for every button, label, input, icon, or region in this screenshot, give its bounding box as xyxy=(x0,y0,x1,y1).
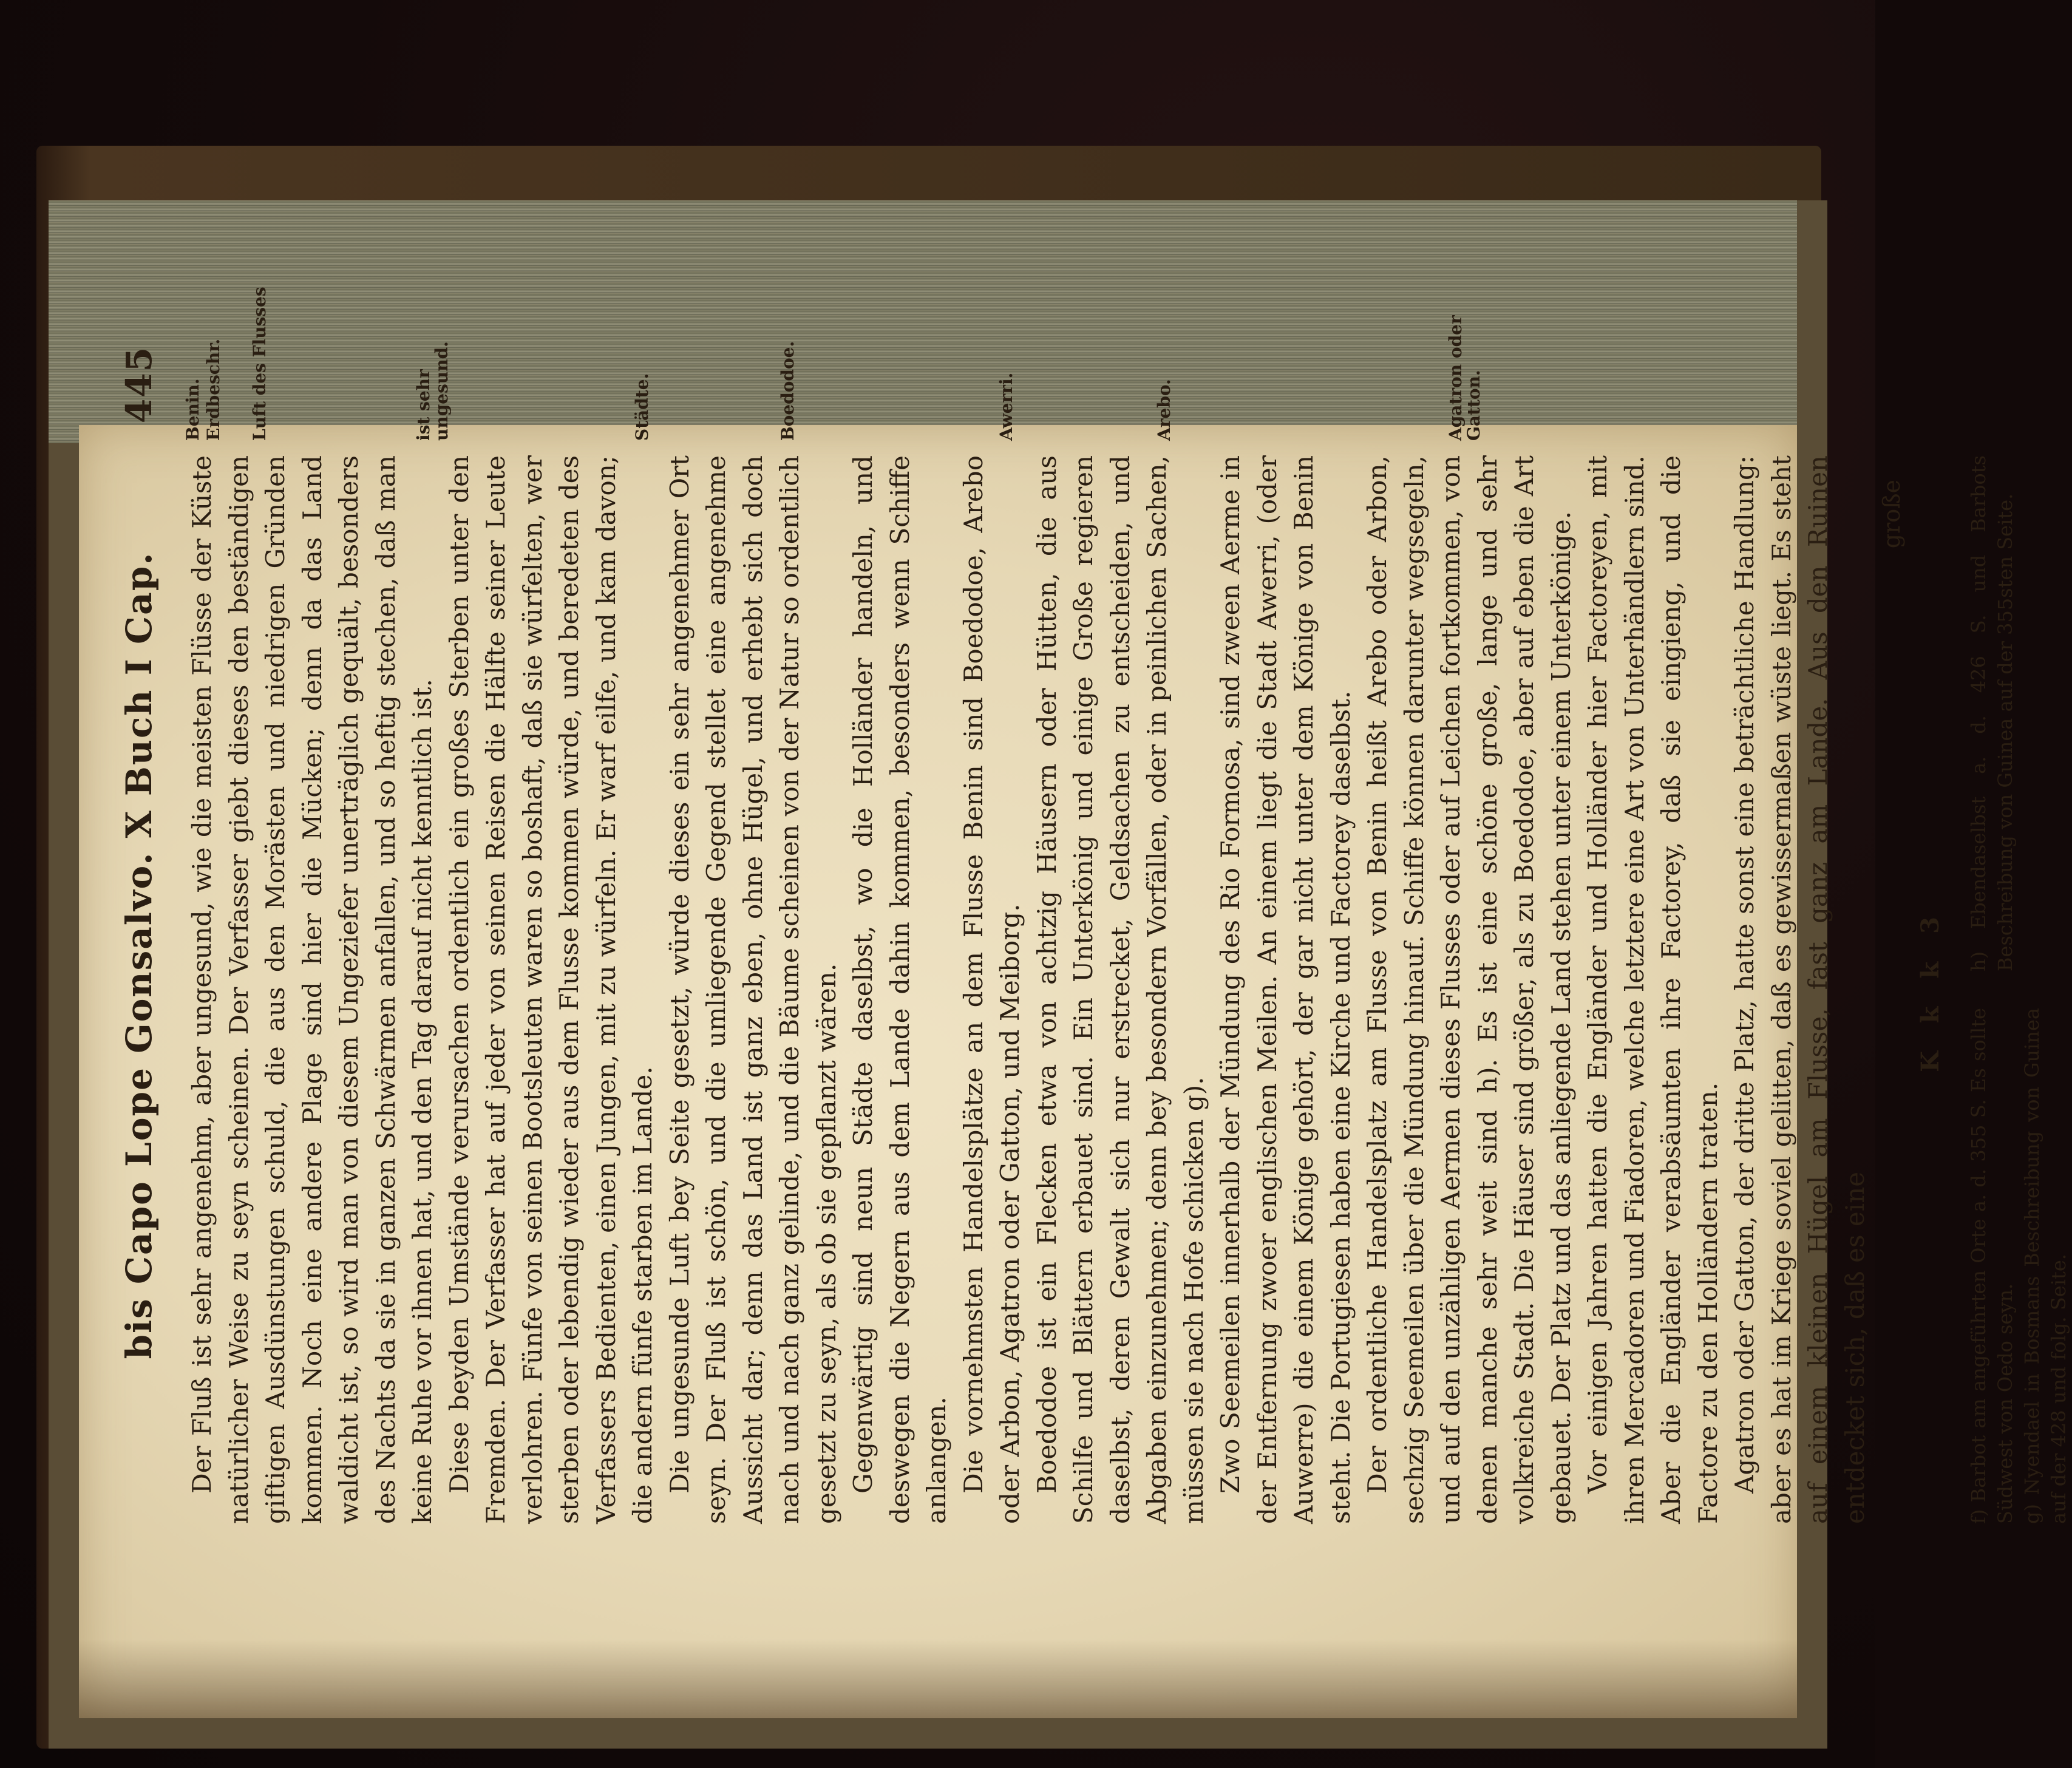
paragraph: Boedodoe ist ein Flecken etwa von achtzig Häusern oder Hütten, die aus Schilfe und Blättern erbauet sind. Ein Unterkönig und einige Große regieren daselbst, deren Gewalt sich nur erstrecket, Geldsachen zu entscheiden, und Abgaben einzunehmen; denn bey besondern Vorfällen, oder in peinlichen Sachen, müssen sie nach Hofe schicken g). xyxy=(1031,455,1209,1524)
paragraph: Zwo Seemeilen innerhalb der Mündung des Rio Formosa, sind zween Aerme in der Entfernung zwoer englischen Meilen. An einem liegt die Stadt Awerri, (oder Auwerre) die einem Könige gehört, der gar nicht unter dem Könige von Benin steht. Die Portugiesen haben eine Kirche und Factorey daselbst. xyxy=(1215,455,1356,1524)
footnote: f) Barbot am angeführten Orte a. d. 355 S. Es sollte Südwest von Oedo seyn. xyxy=(1966,1008,2017,1524)
paragraph: Vor einigen Jahren hatten die Engländer und Holländer hier Factoreyen, mit ihren Mercadoren und Fiadoren, welche letztere eine Art von Unterhändlern sind. Aber die Engländer verabsäumten ihre Factorey, daß sie eingieng, und die Factore zu den Holländern traten. xyxy=(1583,455,1723,1524)
margin-note: Awerri. xyxy=(996,372,1016,441)
margin-note: Arebo. xyxy=(1154,379,1174,441)
paragraph: Die ungesunde Luft bey Seite gesetzt, würde dieses ein sehr angenehmer Ort seyn. Der Fluß ist schön, und die umliegende Gegend stellet eine angenehme Aussicht dar; denn das Land ist ganz eben, ohne Hügel, und erhebt sich doch nach und nach ganz gelinde, und die Bäume scheinen von der Natur so ordentlich gesetzt zu seyn, als ob sie gepflanzt wären. xyxy=(664,455,841,1524)
footnotes xyxy=(1965,455,2072,1524)
paragraph: Die vornehmsten Handelsplätze an dem Flusse Benin sind Boedodoe, Arebo oder Arbon, Agatron oder Gatton, und Meiborg. xyxy=(958,455,1025,1524)
page-number: 445 xyxy=(118,346,160,424)
paragraph: Gegenwärtig sind neun Städte daselbst, wo die Holländer handeln, und deswegen die Negern aus dem Lande dahin kommen, besonders wenn Schiffe anlangen. xyxy=(848,455,951,1524)
margin-note: Luft des Flusses xyxy=(250,287,270,441)
signature-mark: K k k 3 xyxy=(1916,907,1945,1072)
margin-note: Benin. xyxy=(183,378,203,441)
footnote: h) Ebendaselbst a. d. 426 S. und Barbots Beschreibung von Guinea auf der 355sten Seite. xyxy=(1966,455,2017,971)
margin-note: Agatron oder Gatton. xyxy=(1445,315,1484,441)
paragraph: Agatron oder Gatton, der dritte Platz, hatte sonst eine beträchtliche Handlung: aber es hat im Kriege soviel gelitten, daß es gewissermaßen wüste liegt. Es steht auf einem kleinen Hügel am Flusse, fast ganz am Lande. Aus den Ruinen entdecket sich, daß es eine xyxy=(1730,455,1870,1524)
paragraph: Diese beyden Umstände verursachen ordentlich ein großes Sterben unter den Fremden. Der Verfasser hat auf jeder von seinen Reisen die Hälfte seiner Leute verlohren. Fünfe von seinen Bootsleuten waren so boshaft, daß sie würfelten, wer sterben oder lebendig wieder aus dem Flusse kommen würde, und beredeten des Verfassers Bedienten, einen Jungen, mit zu würfeln. Er warf eilfe, und kam davon; die andern fünfe starben im Lande. xyxy=(444,455,657,1524)
running-head xyxy=(118,346,160,1487)
margin-note: Städte. xyxy=(632,373,652,441)
paragraph: Der ordentliche Handelsplatz am Flusse von Benin heißt Arebo oder Arbon, sechzig Seemeilen über die Mündung hinauf. Schiffe können darunter wegsegeln, und auf den unzähligen Aermen dieses Flusses oder auf Leichen fortkommen, von denen manche sehr weit sind h). Es ist eine schöne große, lange und sehr volkreiche Stadt. Die Häuser sind größer, als zu Boedodoe, aber auf eben die Art gebauet. Der Platz und das anliegende Land stehen unter einem Unterkönige. xyxy=(1362,455,1576,1524)
footnote: g) Nyendael in Bosmans Beschreibung von Guinea auf der 428 und folg. Seite. xyxy=(2020,1008,2070,1524)
margin-note: Boedodoe. xyxy=(778,341,798,441)
margin-note: Erdbeschr. xyxy=(203,338,223,441)
main-text-column xyxy=(184,455,2072,1524)
margin-notes xyxy=(184,283,2072,441)
body-wrap xyxy=(184,273,2072,1524)
running-head-title: bis Capo Lope Gonsalvo. X Buch I Cap. xyxy=(118,551,160,1359)
paragraph: Der Fluß ist sehr angenehm, aber ungesund, wie die meisten Flüsse der Küste natürlicher Weise zu seyn scheinen. Der Verfasser giebt dieses den beständigen giftigen Ausdünstungen schuld, die aus den Morästen und niedrigen Gründen kommen. Noch eine andere Plage sind hier die Mücken; denn da das Land waldicht ist, so wird man von diesem Ungeziefer unerträglich gequält, besonders des Nachts da sie in ganzen Schwärmen anfallen, und so heftig stechen, daß man keine Ruhe vor ihnen hat, und den Tag darauf nicht kenntlich ist. xyxy=(187,455,437,1524)
catchword: große xyxy=(1878,480,1905,549)
margin-note: ist sehr ungesund. xyxy=(413,341,452,441)
rotated-text-frame xyxy=(118,273,2070,1524)
gutter-shadow xyxy=(79,1639,1797,1718)
